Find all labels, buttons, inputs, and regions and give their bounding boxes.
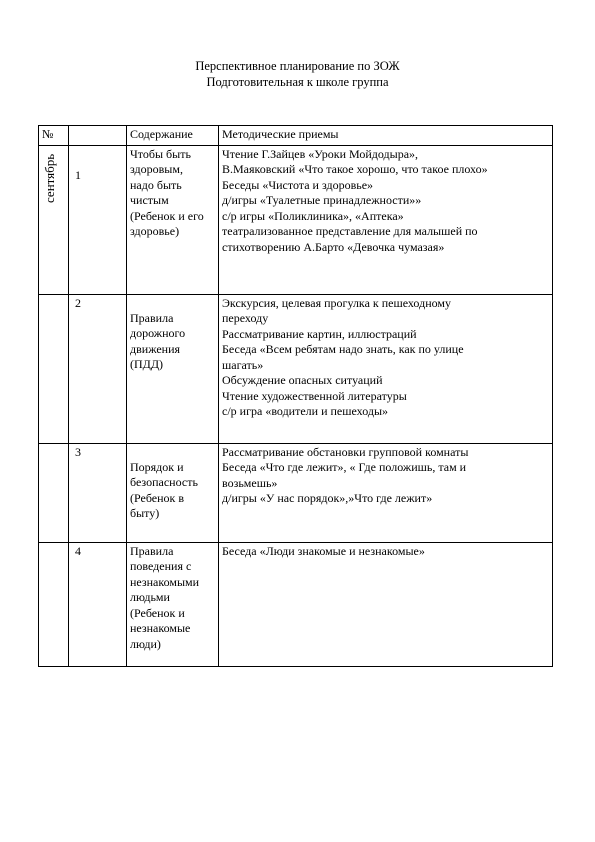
method-line: Экскурсия, целевая прогулка к пешеходному <box>222 295 451 310</box>
month-label: сентябрь <box>42 153 57 203</box>
method-line: д/игры «Туалетные принадлежности»» <box>222 193 422 207</box>
method-line: с/р игры «Поликлиника», «Аптека» <box>222 208 404 223</box>
content-line: движения <box>130 341 181 356</box>
month-cell <box>39 145 69 294</box>
row-methods <box>219 542 553 666</box>
content-line: дорожного <box>130 326 186 340</box>
month-cell-empty <box>39 443 69 542</box>
month-cell-empty <box>39 542 69 666</box>
row-number: 2 <box>69 294 127 443</box>
method-line: Чтение Г.Зайцев «Уроки Мойдодыра», <box>222 146 419 161</box>
planning-table <box>38 125 553 667</box>
content-line: люди) <box>130 636 161 651</box>
content-line: здоровым, <box>130 162 183 176</box>
row-number: 3 <box>69 443 127 542</box>
row-number: 4 <box>69 542 127 666</box>
content-line: Правила <box>130 543 174 558</box>
title-line-1: Перспективное планирование по ЗОЖ <box>195 59 400 73</box>
row-content <box>127 294 219 443</box>
method-line: с/р игра «водители и пешеходы» <box>222 404 389 418</box>
method-line: шагать» <box>222 357 264 372</box>
row-methods <box>219 145 553 294</box>
content-line: Чтобы быть <box>130 146 191 161</box>
method-line: д/игры «У нас порядок»,»Что где лежит» <box>222 491 433 505</box>
row-number: 1 <box>69 145 127 294</box>
method-line: возьмешь» <box>222 475 278 490</box>
content-line: безопасность <box>130 475 198 489</box>
table-row <box>39 145 553 294</box>
method-line: переходу <box>222 311 269 325</box>
header-content: Содержание <box>127 126 219 146</box>
month-cell-empty <box>39 294 69 443</box>
method-line: Беседа «Люди знакомые и незнакомые» <box>222 543 425 558</box>
row-content <box>127 542 219 666</box>
content-line: незнакомые <box>130 621 191 635</box>
table-row <box>39 542 553 666</box>
table-row <box>39 294 553 443</box>
content-line: (ПДД) <box>130 357 164 371</box>
row-methods <box>219 294 553 443</box>
header-empty <box>69 126 127 146</box>
method-line: Беседа «Что где лежит», « Где положишь, там и <box>222 460 467 474</box>
content-line: (Ребенок и <box>130 605 185 620</box>
method-line: В.Маяковский «Что такое хорошо, что такое плохо» <box>222 162 488 176</box>
content-line: поведения с <box>130 559 192 573</box>
content-line: Порядок и <box>130 459 184 474</box>
content-line: незнакомыми <box>130 574 200 589</box>
content-line: надо быть <box>130 177 182 192</box>
row-content <box>127 443 219 542</box>
content-line: Правила <box>130 310 174 325</box>
content-line: здоровье) <box>130 224 180 238</box>
method-line: Беседа «Всем ребятам надо знать, как по улице <box>222 342 464 356</box>
content-line: (Ребенок и его <box>130 208 204 223</box>
row-methods <box>219 443 553 542</box>
title-line-2: Подготовительная к школе группа <box>206 75 389 89</box>
document-title <box>0 58 595 90</box>
row-content <box>127 145 219 294</box>
method-line: Рассматривание картин, иллюстраций <box>222 326 417 341</box>
method-line: стихотворению А.Барто «Девочка чумазая» <box>222 239 445 254</box>
content-line: чистым <box>130 193 169 207</box>
content-line: быту) <box>130 506 160 520</box>
content-line: людьми <box>130 590 170 604</box>
method-line: Чтение художественной литературы <box>222 388 407 403</box>
header-methods: Методические приемы <box>219 126 553 146</box>
table-row <box>39 443 553 542</box>
method-line: театрализованное представление для малышей по <box>222 224 478 238</box>
method-line: Беседы «Чистота и здоровье» <box>222 177 374 192</box>
content-line: (Ребенок в <box>130 490 185 505</box>
method-line: Обсуждение опасных ситуаций <box>222 373 383 387</box>
table-header-row <box>39 126 553 146</box>
method-line: Рассматривание обстановки групповой комнаты <box>222 444 469 459</box>
header-num: № <box>39 126 69 146</box>
